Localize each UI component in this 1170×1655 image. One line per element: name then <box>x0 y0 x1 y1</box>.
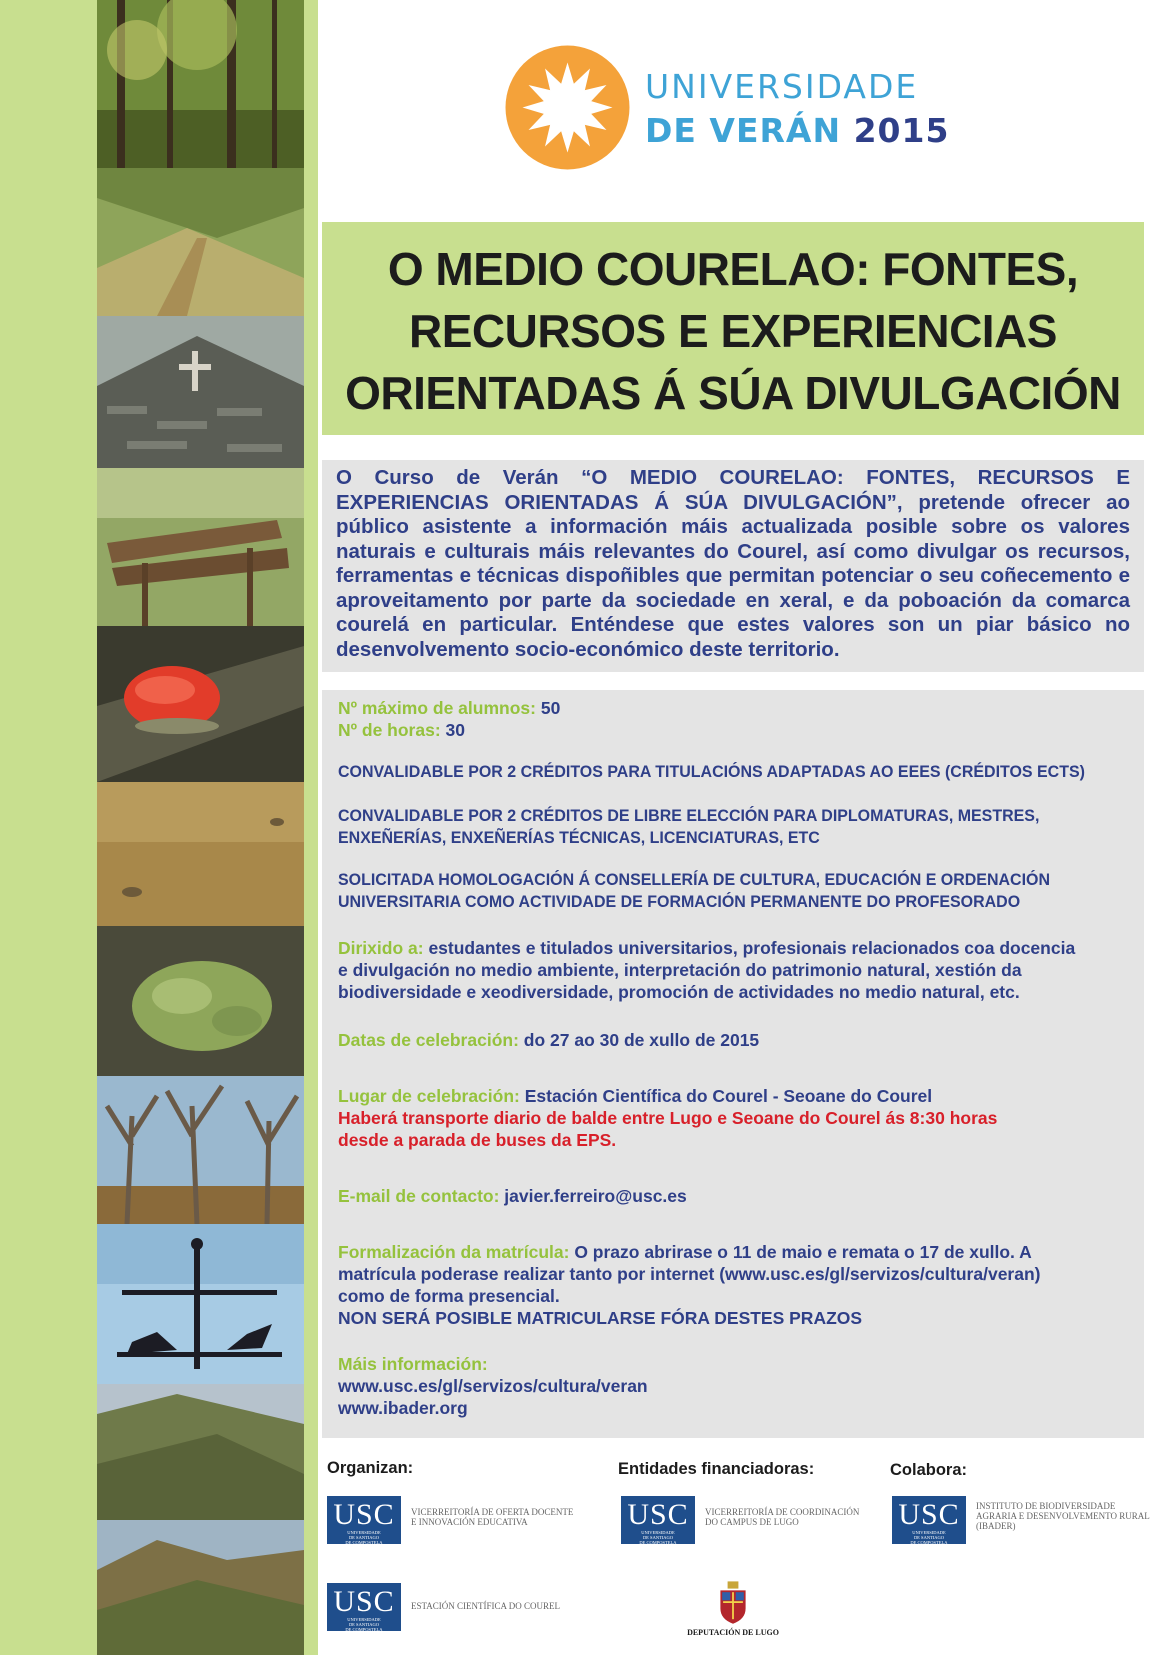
description-box <box>322 460 1144 672</box>
dirixido-line2: e divulgación no medio ambiente, interpretación do patrimonio natural, xestión da <box>338 960 1022 980</box>
lichen-photo <box>97 926 304 1076</box>
usc-small-1: UNIVERSIDADE <box>347 1617 381 1622</box>
org1-line2: E INNOVACIÓN EDUCATIVA <box>411 1517 528 1527</box>
transporte-line1: Haberá transporte diario de balde entre Lugo e Seoane do Courel ás 8:30 horas <box>338 1108 998 1128</box>
mushroom-photo <box>97 626 304 782</box>
matricula-line3: como de forma presencial. <box>338 1286 560 1306</box>
datas-label: Datas de celebración: <box>338 1030 519 1050</box>
lugar-line <box>338 1086 932 1107</box>
usc-mark <box>621 1496 695 1544</box>
usc-small-2: DE SANTIAGO <box>642 1535 674 1540</box>
valley-photo <box>97 168 304 316</box>
course-title-line1: O MEDIO COURELAO: FONTES, <box>387 243 1079 295</box>
matricula-warning: NON SERÁ POSIBLE MATRICULARSE FÓRA DESTES PRAZOS <box>338 1308 863 1328</box>
max-alumnos-label: Nº máximo de alumnos: <box>338 698 536 718</box>
deputacion-label: DEPUTACIÓN DE LUGO <box>687 1628 779 1637</box>
ent-line1: VICERREITORÍA DE COORDINACIÓN <box>705 1507 860 1517</box>
grassland-photo <box>97 782 304 926</box>
mais-info-link-ibader[interactable]: www.ibader.org <box>338 1398 468 1418</box>
deputacion-logo <box>676 1580 790 1640</box>
usc-small-1: UNIVERSIDADE <box>641 1530 675 1535</box>
usc-col-text <box>976 1501 1150 1531</box>
usc-small-1: UNIVERSIDADE <box>347 1530 381 1535</box>
email-line <box>338 1186 687 1207</box>
usc-letters: USC <box>627 1498 689 1531</box>
mais-info-link-usc[interactable]: www.usc.es/gl/servizos/cultura/veran <box>338 1376 648 1396</box>
usc-small-2: DE SANTIAGO <box>913 1535 945 1540</box>
sun-logo-icon <box>505 45 630 170</box>
coat-of-arms-icon <box>715 1580 751 1626</box>
forest-photo <box>97 0 304 168</box>
divider-stripe <box>304 0 318 1655</box>
course-description: O Curso de Verán “O MEDIO COURELAO: FONTES, RECURSOS E EXPERIENCIAS ORIENTADAS Á SÚA DIVULGACIÓN”, pretende ofrecer ao público asistente a información máis actualizada posible sobre os valores naturais e culturais máis relevantes do Courel, así como divulgar os recursos, ferramentas e técnicas dispoñibles que permitan potenciar o seu coñecemento e aproveitamento por parte da sociedade en xeral, e da poboación da comarca courelá en particular. Enténdese que estes valores son un piar básico no desenvolvemento socio-económico deste territorio. <box>336 466 1130 661</box>
usc-org1-text <box>411 1507 573 1527</box>
usc-small-3: DE COMPOSTELA <box>639 1540 677 1545</box>
datas-line <box>338 1030 759 1051</box>
usc-letters: USC <box>898 1498 960 1531</box>
datas-value: do 27 ao 30 de xullo de 2015 <box>523 1030 760 1050</box>
logo-year: 2015 <box>853 111 950 150</box>
homologacion-line1: SOLICITADA HOMOLOGACIÓN Á CONSELLERÍA DE CULTURA, EDUCACIÓN E ORDENACIÓN <box>338 870 1051 889</box>
course-title-box <box>322 222 1144 435</box>
mais-info-label: Máis información: <box>338 1354 488 1374</box>
colabora-heading: Colabora: <box>890 1461 968 1479</box>
info-box <box>322 690 1144 1438</box>
convalidable-ects: CONVALIDABLE POR 2 CRÉDITOS PARA TITULACIÓNS ADAPTADAS AO EEES (CRÉDITOS ECTS) <box>338 762 1085 781</box>
course-title-line2: RECURSOS E EXPERIENCIAS <box>409 305 1057 357</box>
max-alumnos-line <box>338 698 560 719</box>
lugar-label: Lugar de celebración: <box>338 1086 520 1106</box>
horas-label: Nº de horas: <box>338 720 441 740</box>
left-green-bar <box>0 0 97 1655</box>
dirixido-text-1: estudantes e titulados universitarios, profesionais relacionados coa docencia <box>428 938 1076 958</box>
ent-line2: DO CAMPUS DE LUGO <box>705 1517 799 1527</box>
dirixido-label: Dirixido a: <box>338 938 424 958</box>
logo-de-veran: DE VERÁN <box>645 111 842 150</box>
dirixido-line1 <box>338 938 1075 959</box>
usc-small-3: DE COMPOSTELA <box>910 1540 948 1545</box>
org1-line1: VICERREITORÍA DE OFERTA DOCENTE <box>411 1507 574 1517</box>
usc-ent-text <box>705 1507 859 1527</box>
usc-letters: USC <box>333 1585 395 1618</box>
stone-house-photo <box>97 316 304 468</box>
usc-mark <box>327 1583 401 1631</box>
horas-line <box>338 720 465 741</box>
email-label: E-mail de contacto: <box>338 1186 500 1206</box>
usc-small-1: UNIVERSIDADE <box>912 1530 946 1535</box>
col-line1: INSTITUTO DE BIODIVERSIDADE <box>976 1501 1116 1511</box>
horas-value: 30 <box>445 720 466 740</box>
photo-strip <box>97 0 304 1655</box>
lugar-value: Estación Científica do Courel - Seoane do Courel <box>524 1086 933 1106</box>
email-link[interactable]: javier.ferreiro@usc.es <box>504 1186 687 1206</box>
usc-small-text <box>621 1530 695 1545</box>
organizan-heading: Organizan: <box>327 1459 414 1477</box>
homologacion-line2: UNIVERSITARIA COMO ACTIVIDADE DE FORMACIÓN PERMANENTE DO PROFESORADO <box>338 892 1021 911</box>
dirixido-line3: biodiversidade e xeodiversidade, promoción de actividades no medio natural, etc. <box>338 982 1020 1002</box>
winter-trees-photo <box>97 1076 304 1224</box>
col-line3: (IBADER) <box>976 1521 1016 1531</box>
usc-small-3: DE COMPOSTELA <box>345 1627 383 1632</box>
usc-org2-text: ESTACIÓN CIENTÍFICA DO COUREL <box>411 1601 561 1611</box>
usc-small-text <box>327 1617 401 1632</box>
usc-small-2: DE SANTIAGO <box>348 1535 380 1540</box>
convalidable-libre-line2: ENXEÑERÍAS, ENXEÑERÍAS TÉCNICAS, LICENCIATURAS, ETC <box>338 828 820 847</box>
usc-small-2: DE SANTIAGO <box>348 1622 380 1627</box>
usc-letters: USC <box>333 1498 395 1531</box>
usc-small-3: DE COMPOSTELA <box>345 1540 383 1545</box>
wooden-sign-photo <box>97 468 304 626</box>
convalidable-libre-line1: CONVALIDABLE POR 2 CRÉDITOS DE LIBRE ELECCIÓN PARA DIPLOMATURAS, MESTRES, <box>338 806 1040 825</box>
usc-mark <box>892 1496 966 1544</box>
max-alumnos-value: 50 <box>540 698 561 718</box>
matricula-line2: matrícula poderase realizar tanto por internet (www.usc.es/gl/servizos/cultura/veran) <box>338 1264 1041 1284</box>
iron-cross-photo <box>97 1224 304 1384</box>
course-title-line3: ORIENTADAS Á SÚA DIVULGACIÓN <box>345 367 1121 419</box>
matricula-text-1: O prazo abrirase o 11 de maio e remata o 17 de xullo. A <box>574 1242 1032 1262</box>
matricula-line1 <box>338 1242 1032 1263</box>
logo-line2 <box>645 111 949 150</box>
usc-mark <box>327 1496 401 1544</box>
logo-line1: UNIVERSIDADE <box>645 67 919 106</box>
transporte-line2: desde a parada de buses da EPS. <box>338 1130 617 1150</box>
matricula-label: Formalización da matrícula: <box>338 1242 570 1262</box>
entidades-heading: Entidades financiadoras: <box>618 1460 815 1478</box>
col-line2: AGRARIA E DESENVOLVEMENTO RURAL <box>976 1511 1150 1521</box>
hills-photo <box>97 1520 304 1655</box>
usc-small-text <box>327 1530 401 1545</box>
universidade-de-veran-logo <box>505 45 950 170</box>
usc-small-text <box>892 1530 966 1545</box>
mountain-photo <box>97 1384 304 1520</box>
